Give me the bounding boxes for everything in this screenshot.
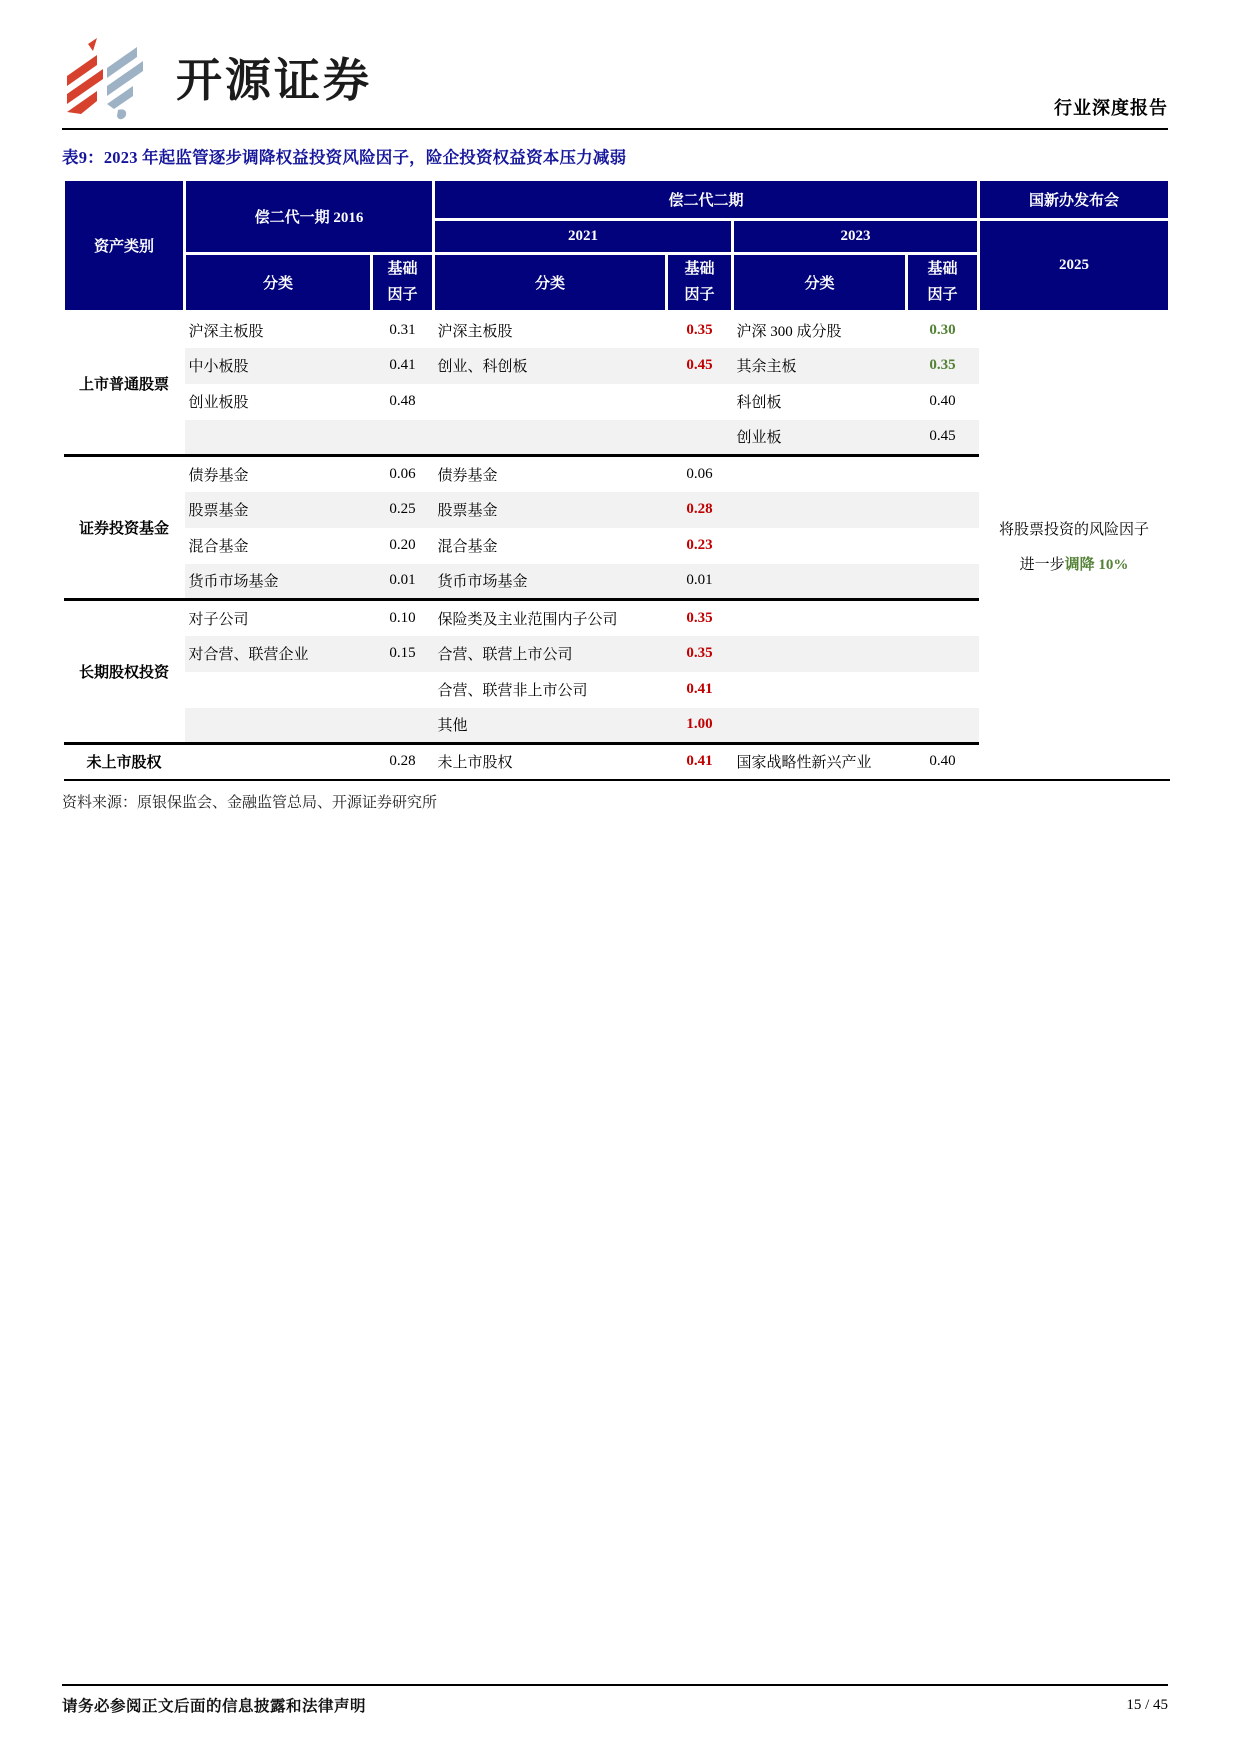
cell-factor — [907, 708, 979, 744]
cell-factor: 0.45 — [667, 348, 733, 384]
cell-classification: 国家战略性新兴产业 — [733, 744, 907, 780]
cell-classification — [434, 420, 667, 456]
header-cls-2016: 分类 — [185, 254, 372, 312]
cell-factor — [667, 420, 733, 456]
note-line1: 将股票投资的风险因子 — [999, 521, 1150, 538]
cell-classification: 其余主板 — [733, 348, 907, 384]
report-type-label: 行业深度报告 — [1054, 98, 1168, 118]
cell-classification: 货币市场基金 — [434, 564, 667, 600]
header-factor-line1: 基础 — [684, 261, 715, 277]
cell-factor: 1.00 — [667, 708, 733, 744]
note-2025 — [979, 312, 1170, 780]
cell-classification: 创业、科创板 — [434, 348, 667, 384]
cell-factor — [907, 564, 979, 600]
cell-factor: 0.40 — [929, 393, 956, 409]
cell-factor: 0.35 — [907, 348, 979, 384]
cell-classification: 保险类及主业范围内子公司 — [434, 600, 667, 636]
cell-factor: 0.41 — [372, 348, 434, 384]
cell-classification — [185, 708, 372, 744]
cell-classification: 混合基金 — [437, 539, 498, 555]
cell-factor: 0.28 — [372, 744, 434, 780]
header-2025: 2025 — [979, 220, 1170, 312]
cell-classification: 创业板股 — [188, 395, 249, 411]
cell-factor — [907, 456, 979, 492]
brand-logo-text: 开源证券 — [176, 54, 372, 106]
cell-classification — [733, 492, 907, 528]
header-phase1: 偿二代一期 2016 — [185, 180, 434, 254]
header-factor-2016 — [372, 254, 434, 312]
cell-classification — [733, 564, 907, 600]
cell-factor: 0.35 — [667, 636, 733, 672]
cell-classification: 合营、联营非上市公司 — [437, 683, 588, 699]
page-footer — [0, 1684, 1240, 1716]
cell-classification: 债券基金 — [185, 456, 372, 492]
cell-factor — [372, 672, 434, 708]
cell-factor — [907, 636, 979, 672]
cell-classification: 中小板股 — [185, 348, 372, 384]
cell-classification — [185, 672, 372, 708]
header-phase2: 偿二代二期 — [434, 180, 979, 220]
cell-factor: 0.41 — [667, 744, 733, 780]
table-row — [64, 312, 1170, 348]
cell-classification: 对合营、联营企业 — [185, 636, 372, 672]
cell-factor: 0.06 — [372, 456, 434, 492]
cell-factor: 0.40 — [907, 744, 979, 780]
cell-classification: 合营、联营上市公司 — [434, 636, 667, 672]
cell-classification — [733, 672, 907, 708]
cell-factor: 0.41 — [686, 681, 713, 697]
cell-classification: 沪深主板股 — [437, 323, 513, 340]
header-2023: 2023 — [733, 220, 979, 254]
cell-classification — [185, 744, 372, 780]
cell-factor: 0.10 — [372, 600, 434, 636]
cell-classification: 债券基金 — [434, 456, 667, 492]
cell-classification: 货币市场基金 — [185, 564, 372, 600]
cell-classification: 未上市股权 — [434, 744, 667, 780]
header-factor-2021 — [667, 254, 733, 312]
cell-factor — [372, 708, 434, 744]
cell-factor: 0.28 — [667, 492, 733, 528]
header-rule — [62, 128, 1168, 130]
cell-classification — [185, 420, 372, 456]
cell-factor: 0.30 — [929, 321, 956, 338]
cell-section-label: 长期股权投资 — [64, 600, 185, 744]
cell-classification: 创业板 — [733, 420, 907, 456]
cell-factor — [907, 492, 979, 528]
table-title: 表9：2023 年起监管逐步调降权益投资风险因子，险企投资权益资本压力减弱 — [62, 148, 627, 167]
header-factor-line1: 基础 — [927, 261, 958, 277]
cell-factor: 0.20 — [389, 537, 416, 553]
cell-section-label: 上市普通股票 — [78, 377, 169, 393]
header-asset-class: 资产类别 — [64, 180, 185, 312]
cell-classification — [733, 708, 907, 744]
header-2021: 2021 — [434, 220, 733, 254]
page-header — [0, 0, 1240, 128]
note-line2 — [983, 553, 1166, 574]
cell-factor — [907, 672, 979, 708]
header-row-1 — [64, 180, 1170, 220]
cell-section-label: 证券投资基金 — [64, 456, 185, 600]
cell-classification — [733, 456, 907, 492]
cell-classification: 其他 — [434, 708, 667, 744]
header-factor-2023 — [907, 254, 979, 312]
cell-classification — [733, 636, 907, 672]
header-press-conference: 国新办发布会 — [979, 180, 1170, 220]
header-cls-2021: 分类 — [434, 254, 667, 312]
cell-classification: 股票基金 — [434, 492, 667, 528]
footer-rule — [62, 1684, 1168, 1686]
cell-factor: 0.06 — [667, 456, 733, 492]
cell-factor — [907, 600, 979, 636]
cell-classification — [434, 384, 667, 420]
cell-factor: 0.25 — [372, 492, 434, 528]
header-factor-line2: 因子 — [387, 286, 418, 303]
cell-factor — [372, 420, 434, 456]
cell-classification: 科创板 — [736, 395, 782, 411]
cell-classification: 股票基金 — [185, 492, 372, 528]
header-factor-line1: 基础 — [387, 261, 418, 277]
cell-factor: 0.01 — [667, 564, 733, 600]
footer-disclaimer: 请务必参阅正文后面的信息披露和法律声明 — [62, 1698, 367, 1715]
cell-classification: 混合基金 — [188, 539, 249, 555]
cell-factor: 0.48 — [389, 393, 416, 409]
header-cls-2023: 分类 — [733, 254, 907, 312]
cell-factor: 0.15 — [372, 636, 434, 672]
source-line: 资料来源：原银保监会、金融监管总局、开源证券研究所 — [62, 794, 438, 811]
cell-classification — [733, 600, 907, 636]
cell-section-label: 未上市股权 — [64, 744, 185, 780]
cell-classification: 对子公司 — [185, 600, 372, 636]
cell-factor: 0.45 — [907, 420, 979, 456]
cell-classification: 沪深 300 成分股 — [736, 323, 842, 340]
cell-classification — [733, 528, 907, 564]
cell-factor: 0.23 — [686, 537, 713, 553]
note-line2-highlight: 调降 10% — [1064, 556, 1129, 573]
cell-factor — [907, 528, 979, 564]
note-line2-prefix: 进一步 — [1019, 556, 1065, 573]
cell-factor: 0.31 — [389, 321, 416, 338]
cell-factor: 0.35 — [667, 600, 733, 636]
footer-page-number: 15 / 45 — [1126, 1696, 1168, 1713]
cell-factor — [667, 384, 733, 420]
brand-logo — [62, 38, 372, 122]
header-factor-line2: 因子 — [684, 286, 715, 303]
cell-factor: 0.01 — [372, 564, 434, 600]
cell-factor: 0.35 — [686, 321, 713, 338]
header-factor-line2: 因子 — [927, 286, 958, 303]
brand-logo-icon — [62, 38, 162, 122]
risk-factor-table — [62, 178, 1171, 781]
cell-classification: 沪深主板股 — [188, 323, 264, 340]
